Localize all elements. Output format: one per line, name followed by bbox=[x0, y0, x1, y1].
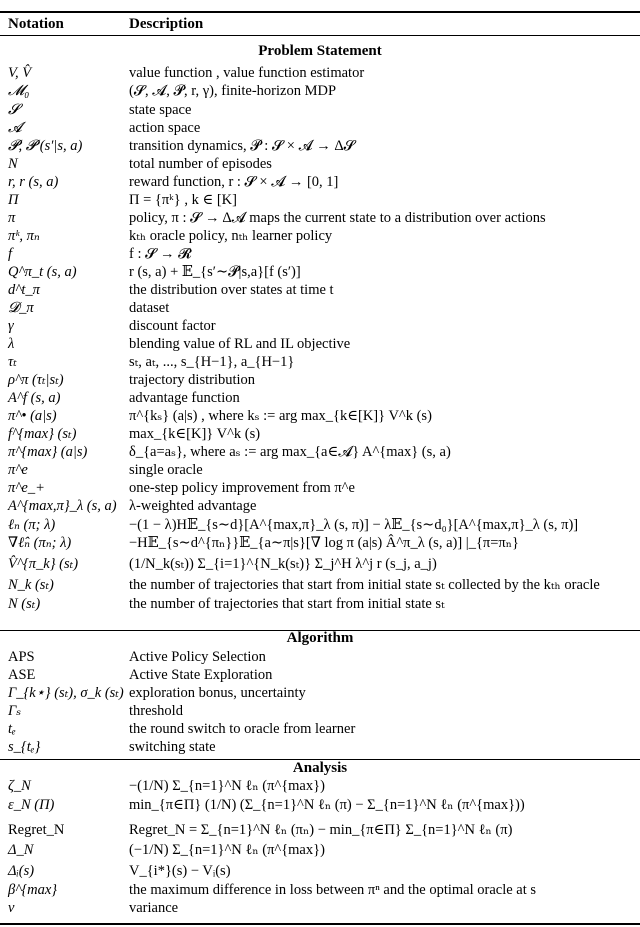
section-title: Analysis bbox=[292, 760, 348, 776]
notation-symbol: λ bbox=[8, 336, 15, 352]
notation-symbol: Γₛ bbox=[8, 703, 22, 719]
notation-description: Regret_N = Σ_{n=1}^N ℓₙ (πₙ) − min_{π∈Π} Σ_{n=1}^N ℓₙ (π) bbox=[129, 822, 513, 838]
notation-description: advantage function bbox=[129, 390, 240, 406]
notation-description: r (s, a) + 𝔼_{s′∼𝓟|s,a}[f (s′)] bbox=[129, 264, 301, 280]
notation-description: V_{i*}(s) − Vᵢ(s) bbox=[129, 863, 231, 879]
notation-description: exploration bonus, uncertainty bbox=[129, 685, 306, 701]
notation-description: threshold bbox=[129, 703, 183, 719]
notation-description: value function , value function estimator bbox=[129, 65, 365, 81]
notation-description: the round switch to oracle from learner bbox=[129, 721, 356, 737]
notation-symbol: tₑ bbox=[8, 721, 16, 737]
table-row bbox=[0, 407, 640, 425]
notation-description: the number of trajectories that start from initial state sₜ bbox=[129, 596, 445, 612]
table-row bbox=[0, 684, 640, 702]
table-row bbox=[0, 263, 640, 281]
notation-symbol: πᵏ, πₙ bbox=[8, 228, 40, 244]
notation-description: Π = {πᵏ} , k ∈ [K] bbox=[129, 192, 237, 208]
notation-symbol: APS bbox=[8, 649, 35, 665]
notation-description: the distribution over states at time t bbox=[129, 282, 334, 298]
notation-symbol: Π bbox=[8, 192, 19, 208]
table-row bbox=[0, 738, 640, 756]
table-row bbox=[0, 821, 640, 839]
notation-symbol: Regret_N bbox=[8, 822, 65, 838]
table-row bbox=[0, 137, 640, 155]
notation-symbol: N (sₜ) bbox=[8, 596, 41, 612]
notation-symbol: 𝓢 bbox=[8, 102, 20, 118]
table-row bbox=[0, 666, 640, 684]
notation-symbol: ASE bbox=[8, 667, 36, 683]
notation-symbol: 𝓟, 𝓟 (s′|s, a) bbox=[8, 138, 83, 154]
top-rule bbox=[0, 11, 640, 13]
notation-description: dataset bbox=[129, 300, 170, 316]
notation-description: −(1/N) Σ_{n=1}^N ℓₙ (π^{max}) bbox=[129, 778, 325, 794]
notation-description: single oracle bbox=[129, 462, 203, 478]
header-notation: Notation bbox=[8, 16, 64, 32]
notation-description: trajectory distribution bbox=[129, 372, 256, 388]
notation-description: transition dynamics, 𝓟 : 𝓢 × 𝓐 → Δ𝓢 bbox=[129, 138, 355, 154]
notation-description: action space bbox=[129, 120, 201, 136]
notation-symbol: N_k (sₜ) bbox=[8, 577, 54, 593]
notation-description: −(1 − λ)H𝔼_{s∼d}[A^{max,π}_λ (s, π)] − λ𝔼_{s∼d₀}[A^{max,π}_λ (s, π)] bbox=[129, 517, 579, 533]
notation-symbol: f^{max} (sₜ) bbox=[8, 426, 77, 442]
notation-symbol: π^• (a|s) bbox=[8, 408, 57, 424]
notation-symbol: V̂^{π_k} (sₜ) bbox=[8, 556, 79, 572]
notation-description: the maximum difference in loss between πⁿ and the optimal oracle at s bbox=[129, 882, 537, 898]
table-row bbox=[0, 191, 640, 209]
table-row bbox=[0, 245, 640, 263]
table-row bbox=[0, 389, 640, 407]
notation-description: variance bbox=[129, 900, 179, 916]
notation-symbol: ζ_N bbox=[8, 778, 31, 794]
table-row bbox=[0, 299, 640, 317]
notation-description: policy, π : 𝓢 → Δ𝓐 maps the current state to a distribution over actions bbox=[129, 210, 546, 226]
notation-description: max_{k∈[K]} V^k (s) bbox=[129, 426, 261, 442]
notation-symbol: Δᵢ(s) bbox=[8, 863, 35, 879]
notation-symbol: β^{max} bbox=[8, 882, 58, 898]
notation-symbol: v bbox=[8, 900, 15, 916]
table-row bbox=[0, 702, 640, 720]
notation-symbol: Δ_N bbox=[8, 842, 34, 858]
table-row bbox=[0, 648, 640, 666]
notation-description: min_{π∈Π} (1/N) (Σ_{n=1}^N ℓₙ (π) − Σ_{n=1}^N ℓₙ (π^{max})) bbox=[129, 797, 525, 813]
table-row bbox=[0, 353, 640, 371]
table-row bbox=[0, 862, 640, 880]
table-row bbox=[0, 796, 640, 814]
table-row bbox=[0, 534, 640, 552]
header-description: Description bbox=[129, 16, 204, 32]
table-row bbox=[0, 335, 640, 353]
notation-symbol: π^{max} (a|s) bbox=[8, 444, 88, 460]
section-title: Problem Statement bbox=[258, 43, 382, 59]
table-row bbox=[0, 64, 640, 82]
notation-symbol: Γ_{k⋆} (sₜ), σ_k (sₜ) bbox=[8, 685, 124, 701]
table-row bbox=[0, 461, 640, 479]
notation-description: state space bbox=[129, 102, 192, 118]
table-row bbox=[0, 173, 640, 191]
table-row bbox=[0, 281, 640, 299]
notation-symbol: d^t_π bbox=[8, 282, 40, 298]
table-row bbox=[0, 720, 640, 738]
header-rule bbox=[0, 35, 640, 36]
notation-description: kₜₕ oracle policy, nₜₕ learner policy bbox=[129, 228, 333, 244]
table-row bbox=[0, 101, 640, 119]
table-row bbox=[0, 516, 640, 534]
table-row bbox=[0, 155, 640, 173]
notation-description: one-step policy improvement from π^e bbox=[129, 480, 355, 496]
table-row bbox=[0, 777, 640, 795]
table-row bbox=[0, 899, 640, 917]
notation-description: switching state bbox=[129, 739, 216, 755]
table-row bbox=[0, 576, 640, 594]
notation-symbol: π bbox=[8, 210, 16, 226]
notation-description: λ-weighted advantage bbox=[129, 498, 257, 514]
notation-symbol: ℓₙ (π; λ) bbox=[8, 517, 56, 533]
notation-description: the number of trajectories that start from initial state sₜ collected by the kₜₕ oracle bbox=[129, 577, 600, 593]
notation-symbol: 𝓐 bbox=[8, 120, 23, 136]
notation-description: sₜ, aₜ, ..., s_{H−1}, a_{H−1} bbox=[129, 354, 295, 370]
table-row bbox=[0, 443, 640, 461]
notation-description: f : 𝓢 → 𝓡 bbox=[129, 246, 192, 262]
notation-description: blending value of RL and IL objective bbox=[129, 336, 351, 352]
table-row bbox=[0, 479, 640, 497]
notation-description: (−1/N) Σ_{n=1}^N ℓₙ (π^{max}) bbox=[129, 842, 325, 858]
notation-symbol: γ bbox=[8, 318, 14, 334]
table-row bbox=[0, 209, 640, 227]
notation-symbol: N bbox=[8, 156, 18, 172]
notation-description: reward function, r : 𝓢 × 𝓐 → [0, 1] bbox=[129, 174, 339, 190]
notation-description: total number of episodes bbox=[129, 156, 272, 172]
notation-symbol: A^f (s, a) bbox=[8, 390, 61, 406]
table-row bbox=[0, 317, 640, 335]
notation-symbol: Q^π_t (s, a) bbox=[8, 264, 77, 280]
notation-description: (𝓢, 𝓐, 𝓟, r, γ), finite-horizon MDP bbox=[129, 83, 337, 99]
notation-symbol: V, V̂ bbox=[8, 65, 32, 81]
notation-symbol: ε_N (Π) bbox=[8, 797, 55, 813]
table-row bbox=[0, 841, 640, 859]
notation-symbol: ∇ℓ̂ₙ (πₙ; λ) bbox=[8, 535, 72, 551]
notation-symbol: f bbox=[8, 246, 13, 262]
table-row bbox=[0, 881, 640, 899]
notation-symbol: π^e_+ bbox=[8, 480, 45, 496]
table-row bbox=[0, 555, 640, 573]
table-row bbox=[0, 119, 640, 137]
table-row bbox=[0, 425, 640, 443]
section-title: Algorithm bbox=[286, 630, 354, 646]
table-row bbox=[0, 371, 640, 389]
notation-symbol: ρ^π (τₜ|sₜ) bbox=[8, 372, 64, 388]
notation-symbol: 𝓓_π bbox=[8, 300, 34, 316]
notation-symbol: r, r (s, a) bbox=[8, 174, 59, 190]
table-row bbox=[0, 82, 640, 100]
table-row bbox=[0, 497, 640, 515]
notation-description: Active State Exploration bbox=[129, 667, 273, 683]
notation-description: discount factor bbox=[129, 318, 216, 334]
bottom-rule bbox=[0, 923, 640, 925]
notation-description: Active Policy Selection bbox=[129, 649, 266, 665]
notation-symbol: s_{tₑ} bbox=[8, 739, 41, 755]
notation-description: π^{kₛ} (a|s) , where kₛ := arg max_{k∈[K]} V^k (s) bbox=[129, 408, 432, 424]
table-row bbox=[0, 595, 640, 613]
notation-description: −H𝔼_{s∼d^{πₙ}}𝔼_{a∼π|s}[∇ log π (a|s) Â^π_λ (s, a)] |_{π=πₙ} bbox=[129, 535, 519, 551]
notation-symbol: 𝓜₀ bbox=[8, 83, 30, 99]
notation-symbol: τₜ bbox=[8, 354, 17, 370]
notation-symbol: π^e bbox=[8, 462, 28, 478]
notation-description: (1/N_k(sₜ)) Σ_{i=1}^{N_k(sₜ)} Σ_j^H λ^j r (s_j, a_j) bbox=[129, 556, 437, 572]
notation-description: δ_{a=aₛ}, where aₛ := arg max_{a∈𝓐} A^{max} (s, a) bbox=[129, 444, 451, 460]
notation-symbol: A^{max,π}_λ (s, a) bbox=[8, 498, 117, 514]
table-row bbox=[0, 227, 640, 245]
